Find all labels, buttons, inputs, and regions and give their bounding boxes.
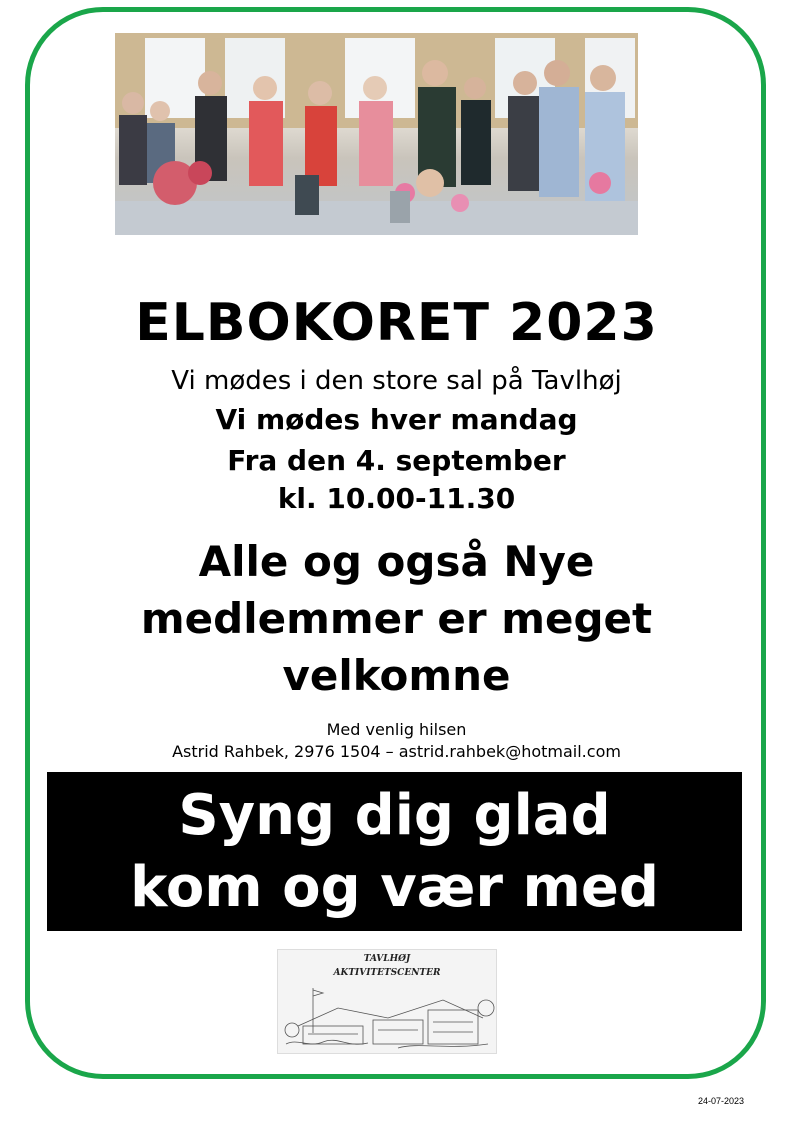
building-sketch-icon: [278, 978, 497, 1054]
activity-center-logo: [277, 949, 497, 1054]
welcome-line: medlemmer er meget: [140, 594, 653, 643]
slogan-banner: [47, 772, 742, 931]
footer-date: 24-07-2023: [697, 1096, 744, 1106]
venue-text: Vi mødes i den store sal på Tavlhøj: [171, 366, 622, 396]
regards-text: Med venlig hilsen: [326, 720, 467, 739]
logo-line: AKTIVITETSCENTER: [333, 968, 441, 978]
banner-line: Syng dig glad: [178, 783, 611, 848]
welcome-line: velkomne: [282, 651, 511, 700]
welcome-message: [0, 533, 793, 704]
banner-line: kom og vær med: [130, 855, 659, 920]
start-date: Fra den 4. september: [227, 444, 566, 477]
meeting-time: kl. 10.00-11.30: [277, 482, 516, 515]
welcome-line: Alle og også Nye: [198, 537, 595, 586]
contact-info: Astrid Rahbek, 2976 1504 – astrid.rahbek@hotmail.com: [172, 742, 621, 761]
logo-line: TAVLHØJ: [363, 954, 411, 964]
poster-title: ELBOKORET 2023: [135, 293, 658, 353]
choir-photo: [115, 33, 638, 235]
schedule-day: Vi mødes hver mandag: [215, 403, 578, 436]
